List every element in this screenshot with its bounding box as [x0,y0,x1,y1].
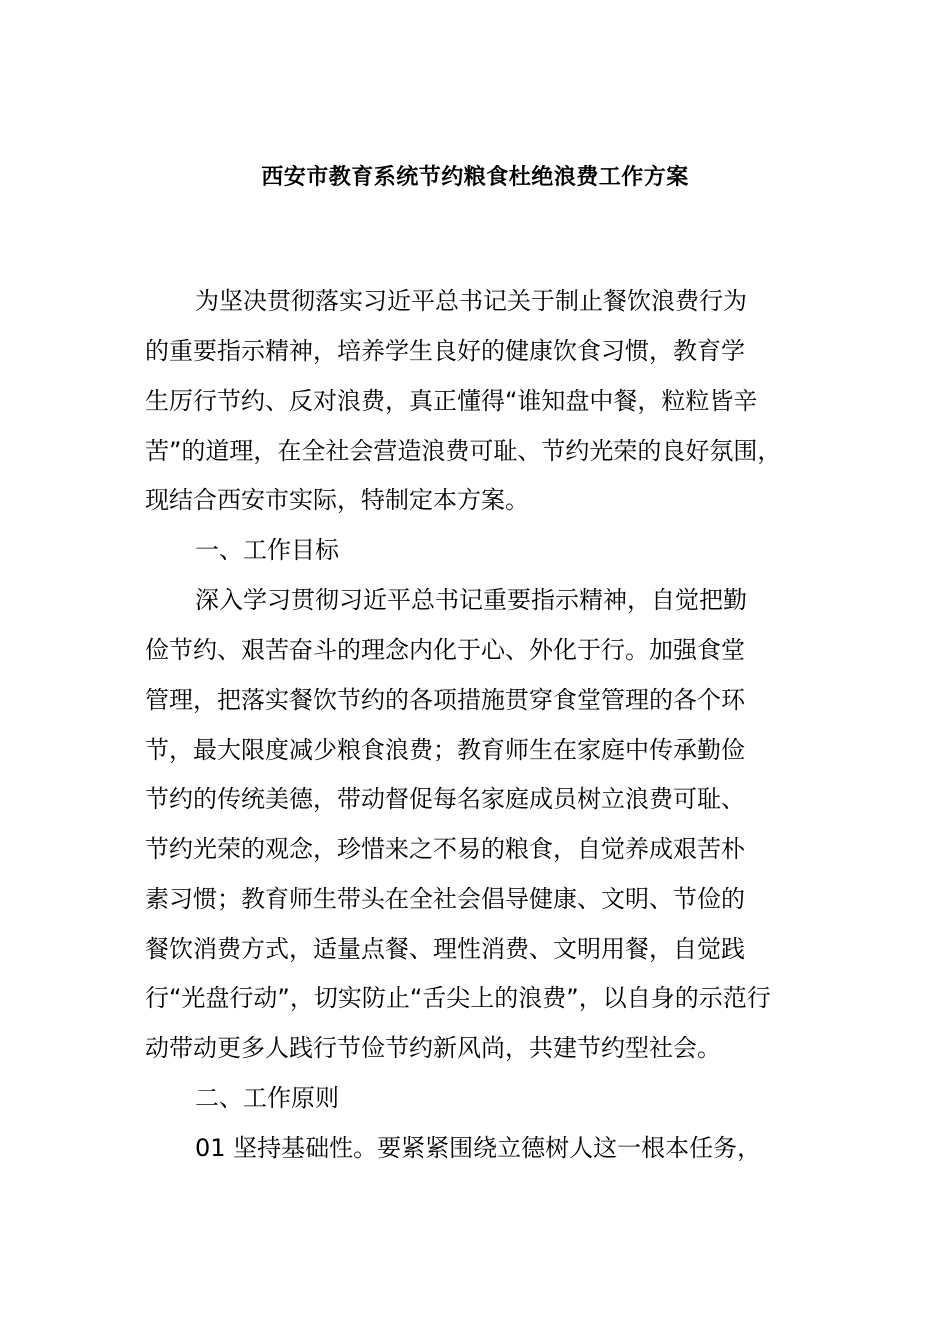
goals-line: 动带动更多人践行节俭节约新风尚，共建节约型社会。 [145,1034,721,1062]
section-heading-goals: 一、工作目标 [195,536,339,564]
principles-line: 01 坚持基础性。要紧紧围绕立德树人这一根本任务， [195,1134,762,1162]
goals-line: 节，最大限度减少粮食浪费；教育师生在家庭中传承勤俭 [145,736,745,764]
intro-line: 为坚决贯彻落实习近平总书记关于制止餐饮浪费行为 [195,287,747,315]
goals-line: 行“光盘行动”，切实防止“舌尖上的浪费”，以自身的示范行 [145,984,771,1012]
section-heading-principles: 二、工作原则 [195,1084,339,1112]
goals-line: 节约的传统美德，带动督促每名家庭成员树立浪费可耻、 [145,785,745,813]
intro-line: 生厉行节约、反对浪费，真正懂得“谁知盘中餐，粒粒皆辛 [145,387,758,415]
goals-line: 餐饮消费方式，适量点餐、理性消费、文明用餐，自觉践 [145,935,745,963]
goals-line: 深入学习贯彻习近平总书记重要指示精神，自觉把勤 [195,586,747,614]
document-title: 西安市教育系统节约粮食杜绝浪费工作方案 [261,165,689,190]
intro-line: 现结合西安市实际，特制定本方案。 [145,486,529,514]
goals-line: 俭节约、艰苦奋斗的理念内化于心、外化于行。加强食堂 [145,636,745,664]
intro-line: 的重要指示精神，培养学生良好的健康饮食习惯，教育学 [145,337,745,365]
goals-line: 节约光荣的观念，珍惜来之不易的粮食，自觉养成艰苦朴 [145,835,745,863]
goals-line: 素习惯；教育师生带头在全社会倡导健康、文明、节俭的 [145,885,745,913]
goals-line: 管理，把落实餐饮节约的各项措施贯穿食堂管理的各个环 [145,686,745,714]
intro-line: 苦”的道理，在全社会营造浪费可耻、节约光荣的良好氛围， [145,437,782,465]
